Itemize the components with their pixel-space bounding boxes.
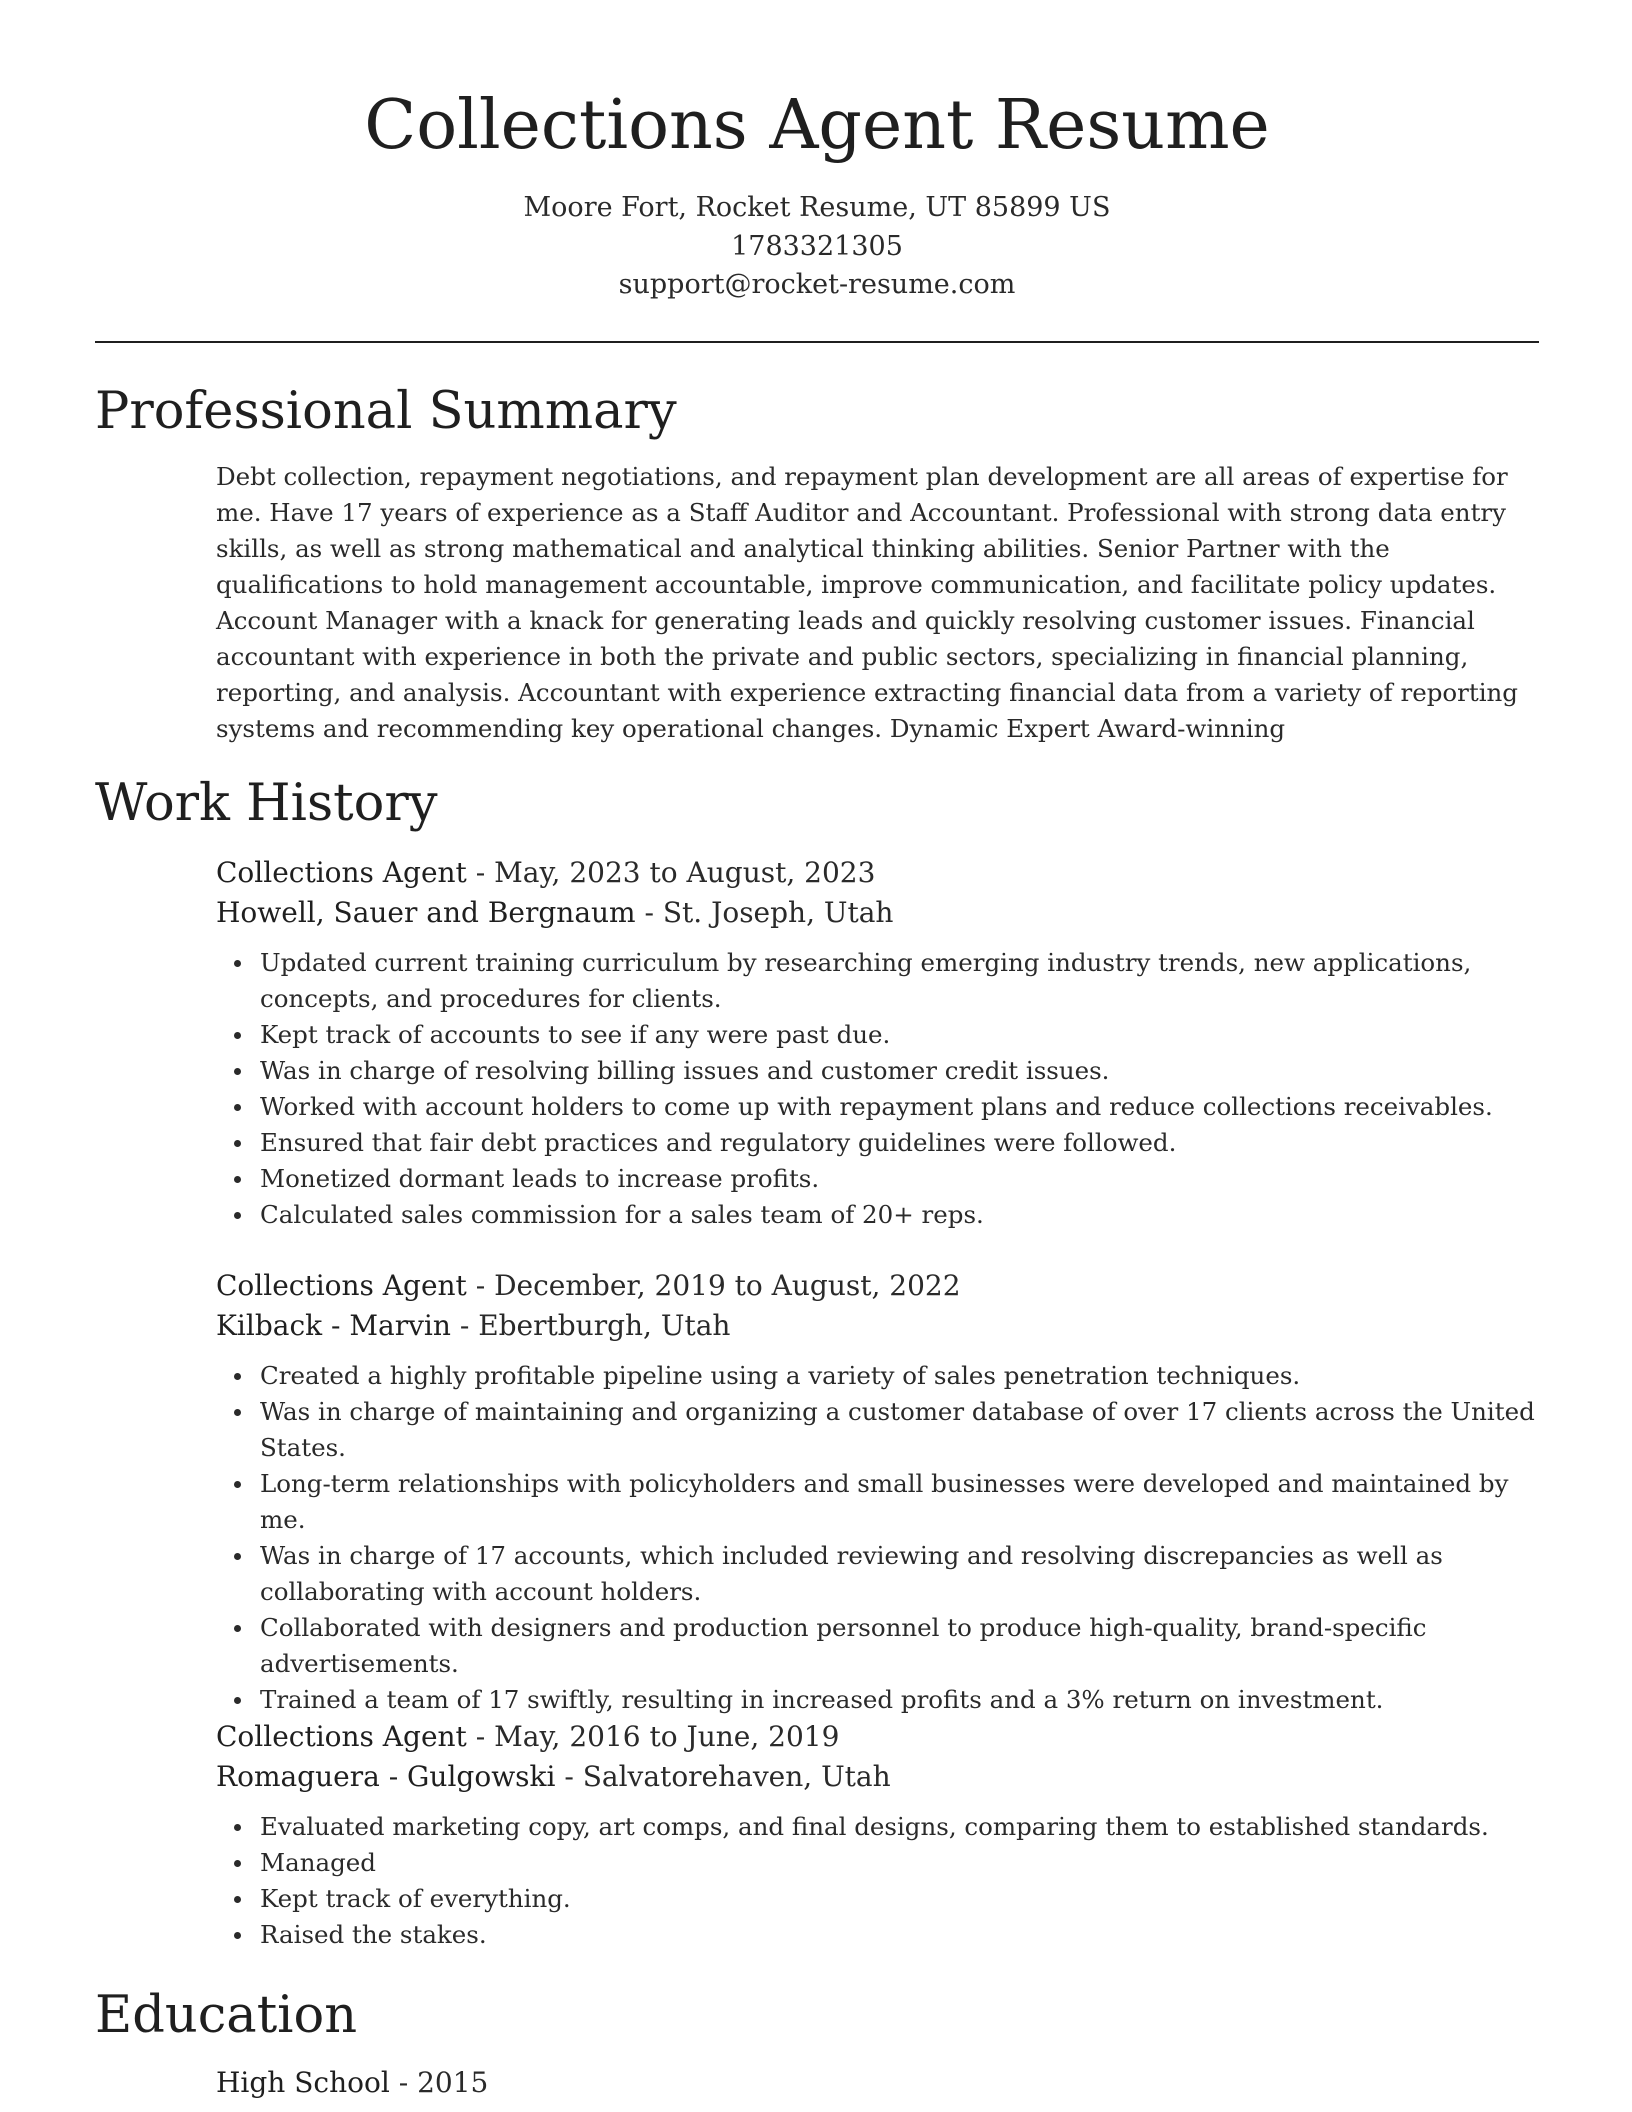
bullet-dot — [234, 1932, 241, 1939]
bullet-text: Updated current training curriculum by researching emerging industry trends, new applications, concepts, and procedures for clients. — [260, 948, 1472, 1013]
list-item — [216, 1394, 1539, 1466]
bullet-text: Long-term relationships with policyholders and small businesses were developed and maintained by me. — [260, 1469, 1509, 1534]
bullet-dot — [234, 1373, 241, 1380]
work-history-heading: Work History — [95, 774, 438, 833]
separator: - — [466, 1269, 495, 1302]
job-company: Romaguera - Gulgowski — [216, 1760, 556, 1793]
list-item — [216, 1881, 1539, 1917]
bullet-dot — [234, 1140, 241, 1147]
education-line — [216, 2063, 1539, 2103]
separator: - — [389, 2066, 418, 2099]
job-bullets — [216, 945, 1539, 1233]
header-divider — [95, 341, 1539, 343]
job-company-line — [216, 1306, 1539, 1346]
job-location: St. Joseph, Utah — [662, 896, 894, 929]
separator: - — [450, 1309, 479, 1342]
bullet-text: Collaborated with designers and production personnel to produce high-quality, brand-specific advertisements. — [260, 1613, 1427, 1678]
bullet-dot — [234, 1176, 241, 1183]
bullet-dot — [234, 1860, 241, 1867]
list-item — [216, 1089, 1539, 1125]
list-item — [216, 1161, 1539, 1197]
separator: - — [466, 856, 495, 889]
separator: - — [466, 1720, 495, 1753]
job-company-line — [216, 893, 1539, 933]
list-item — [216, 1017, 1539, 1053]
list-item — [216, 1197, 1539, 1233]
job-title-line — [216, 1266, 1539, 1306]
bullet-text: Created a highly profitable pipeline using a variety of sales penetration techniques. — [260, 1361, 1301, 1390]
bullet-text: Monetized dormant leads to increase profits. — [260, 1164, 820, 1193]
bullet-dot — [234, 1896, 241, 1903]
job-entry — [216, 1266, 1539, 1718]
job-dates: December, 2019 to August, 2022 — [494, 1269, 961, 1302]
summary-text: Debt collection, repayment negotiations, and repayment plan development are all areas of expertise for me. Have 17 years of experience as a Staff Auditor and Accountant. Professional with strong data entry skills, as well as strong mathematical and analytical thinking abilities. Senior Partner with the qualifications to hold management accountable, improve communication, and facilitate policy updates. Account Manager with a knack for generating leads and quickly resolving customer issues. Financial accountant with experience in both the private and public sectors, specializing in financial planning, reporting, and analysis. Accountant with experience extracting financial data from a variety of reporting systems and recommending key operational changes. Dynamic Expert Award-winning — [216, 462, 1518, 743]
bullet-text: Evaluated marketing copy, art comps, and final designs, comparing them to established standards. — [260, 1812, 1489, 1841]
list-item — [216, 1466, 1539, 1538]
list-item — [216, 1053, 1539, 1089]
education-heading: Education — [95, 1986, 358, 2045]
bullet-text: Was in charge of resolving billing issues and customer credit issues. — [260, 1056, 1110, 1085]
bullet-text: Kept track of everything. — [260, 1884, 571, 1913]
contact-address: Moore Fort, Rocket Resume, UT 85899 US — [523, 192, 1111, 223]
job-entry — [216, 853, 1539, 1233]
bullet-text: Worked with account holders to come up with repayment plans and reduce collections receivables. — [260, 1092, 1493, 1121]
job-company-line — [216, 1757, 1539, 1797]
separator: - — [555, 1760, 583, 1793]
list-item — [216, 1809, 1539, 1845]
list-item — [216, 1682, 1539, 1718]
job-title: Collections Agent — [216, 1720, 467, 1753]
job-entry — [216, 1717, 1539, 1953]
job-title-line — [216, 853, 1539, 893]
job-dates: May, 2023 to August, 2023 — [494, 856, 876, 889]
contact-phone: 1783321305 — [731, 231, 903, 262]
bullet-dot — [234, 1824, 241, 1831]
list-item — [216, 1845, 1539, 1881]
bullet-dot — [234, 1481, 241, 1488]
job-location: Ebertburgh, Utah — [478, 1309, 731, 1342]
bullet-dot — [234, 1409, 241, 1416]
education-entry — [216, 2063, 1539, 2103]
separator: - — [635, 896, 663, 929]
education-year: 2015 — [417, 2066, 489, 2099]
job-bullets — [216, 1358, 1539, 1718]
job-bullets — [216, 1809, 1539, 1953]
summary-heading: Professional Summary — [95, 382, 677, 441]
job-title-line — [216, 1717, 1539, 1757]
job-dates: May, 2016 to June, 2019 — [494, 1720, 840, 1753]
list-item — [216, 1610, 1539, 1682]
bullet-dot — [234, 1068, 241, 1075]
bullet-text: Ensured that fair debt practices and regulatory guidelines were followed. — [260, 1128, 1177, 1157]
job-title: Collections Agent — [216, 856, 467, 889]
job-company: Kilback - Marvin — [216, 1309, 451, 1342]
bullet-dot — [234, 960, 241, 967]
bullet-text: Trained a team of 17 swiftly, resulting in increased profits and a 3% return on investment. — [260, 1685, 1384, 1714]
job-location: Salvatorehaven, Utah — [582, 1760, 891, 1793]
bullet-dot — [234, 1625, 241, 1632]
job-company: Howell, Sauer and Bergnaum — [216, 896, 636, 929]
bullet-text: Raised the stakes. — [260, 1920, 487, 1949]
bullet-text: Was in charge of maintaining and organizing a customer database of over 17 clients across the United States. — [260, 1397, 1535, 1462]
summary-block — [216, 459, 1539, 747]
education-degree: High School — [216, 2066, 390, 2099]
list-item — [216, 945, 1539, 1017]
bullet-text: Was in charge of 17 accounts, which included reviewing and resolving discrepancies as well as collaborating with account holders. — [260, 1541, 1443, 1606]
resume-title: Collections Agent Resume — [364, 86, 1270, 165]
job-title: Collections Agent — [216, 1269, 467, 1302]
bullet-text: Managed — [260, 1848, 376, 1877]
bullet-dot — [234, 1697, 241, 1704]
bullet-text: Calculated sales commission for a sales team of 20+ reps. — [260, 1200, 984, 1229]
list-item — [216, 1917, 1539, 1953]
bullet-dot — [234, 1553, 241, 1560]
bullet-dot — [234, 1104, 241, 1111]
list-item — [216, 1125, 1539, 1161]
bullet-dot — [234, 1212, 241, 1219]
list-item — [216, 1358, 1539, 1394]
bullet-text: Kept track of accounts to see if any were past due. — [260, 1020, 891, 1049]
contact-email: support@rocket-resume.com — [618, 269, 1016, 300]
bullet-dot — [234, 1032, 241, 1039]
list-item — [216, 1538, 1539, 1610]
